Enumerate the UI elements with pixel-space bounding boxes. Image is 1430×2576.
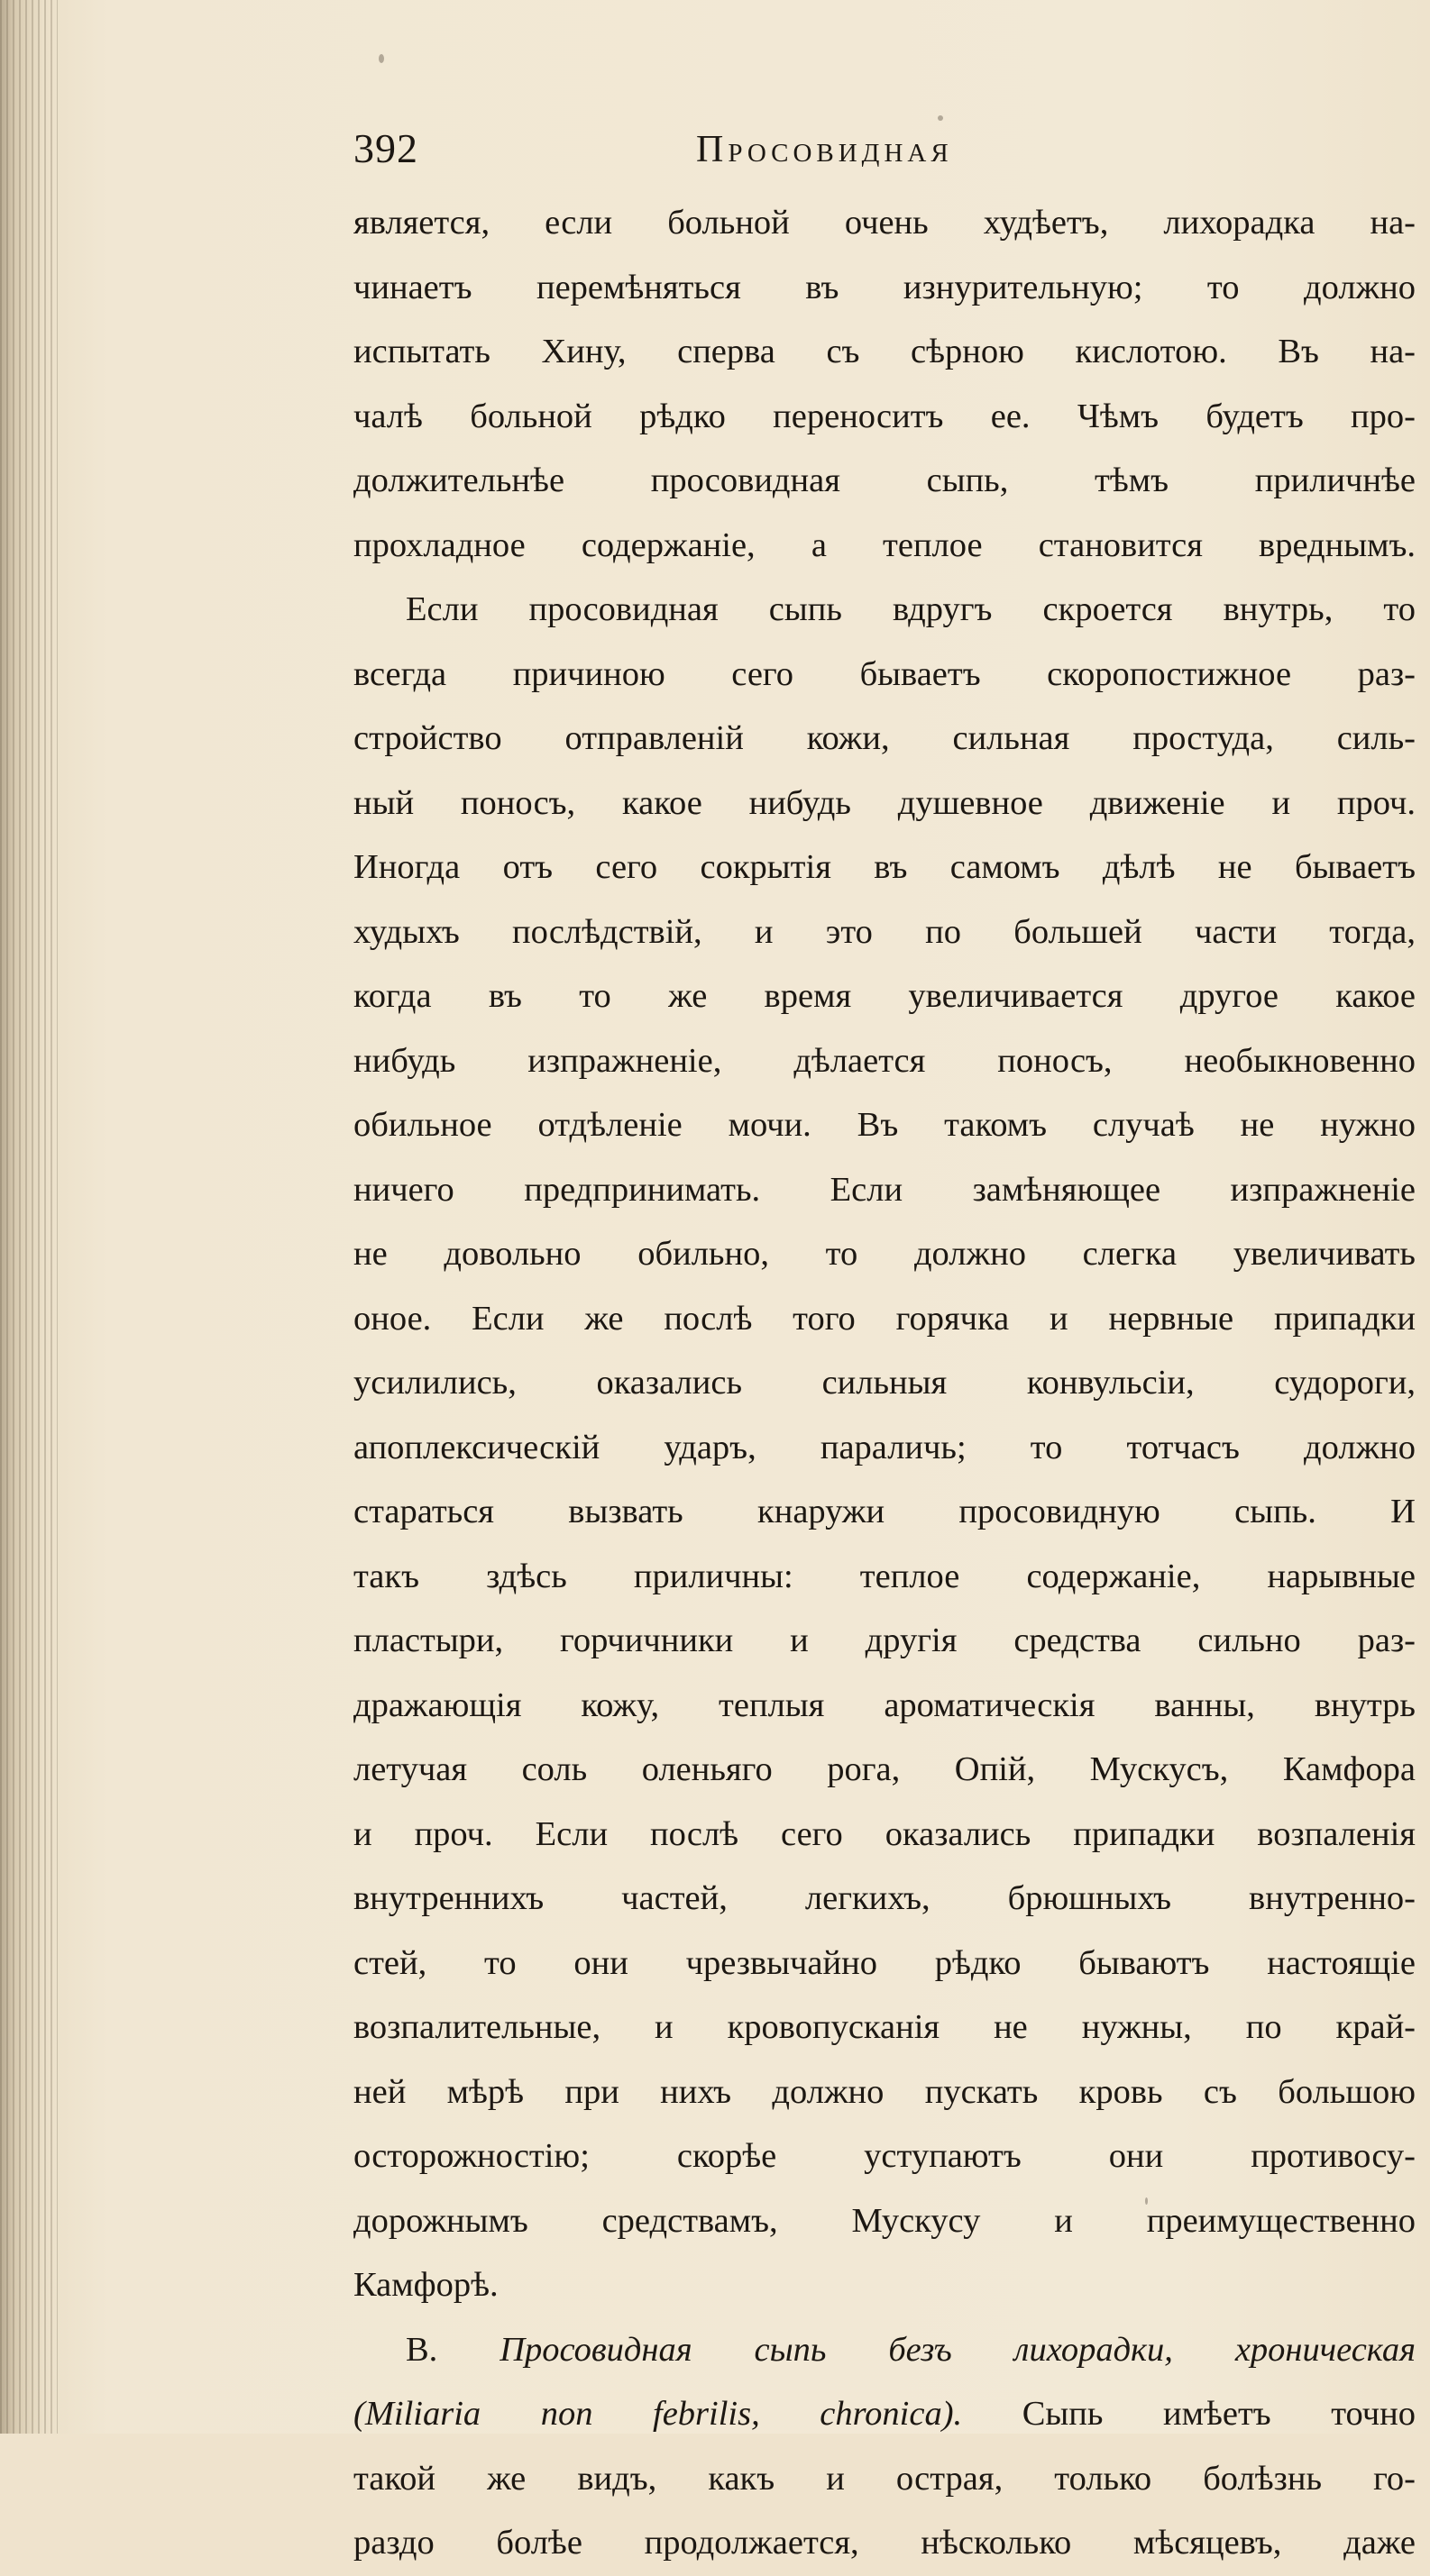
ink-speck bbox=[379, 54, 384, 63]
page-binding-edge bbox=[0, 0, 58, 2434]
text-line: такъ здѣсь приличны: теплое содержаніе, нарывные bbox=[353, 1557, 1416, 1595]
text-line: раздо болѣе продолжается, нѣсколько мѣсяцевъ, даже bbox=[353, 2524, 1416, 2562]
text-line: испытать Хину, сперва съ сѣрною кислотою. Въ на- bbox=[353, 333, 1416, 370]
text-line: дорожнымъ средствамъ, Мускусу и преимущественно bbox=[353, 2201, 1416, 2240]
text-line: усилились, оказались сильныя конвульсіи, судороги, bbox=[353, 1364, 1416, 1402]
text-line: внутреннихъ частей, легкихъ, брюшныхъ внутренно- bbox=[353, 1879, 1416, 1917]
text-line: не довольно обильно, то должно слегка увеличивать bbox=[353, 1235, 1416, 1273]
text-line: является, если больной очень худѣетъ, лихорадка на- bbox=[353, 204, 1416, 242]
text-line: такой же видъ, какъ и острая, только болѣзнь го- bbox=[353, 2459, 1416, 2498]
ink-speck bbox=[938, 115, 943, 121]
paragraph-end-line: Камфорѣ. bbox=[353, 2266, 499, 2304]
text-line: худыхъ послѣдствій, и это по большей части тогда, bbox=[353, 912, 1416, 951]
paragraph-start-line: Если просовидная сыпь вдругъ скроется внутрь, то bbox=[406, 590, 1416, 628]
text-line: апоплексическій ударъ, параличь; то тотчасъ должно bbox=[353, 1428, 1416, 1466]
section-b-latin-name: (Miliaria non febrilis, chronica). bbox=[353, 2395, 963, 2433]
running-title: Просовидная bbox=[696, 129, 953, 170]
text-line: когда въ то же время увеличивается другое какое bbox=[353, 977, 1416, 1015]
text-line: обильное отдѣленіе мочи. Въ такомъ случаѣ не нужно bbox=[353, 1106, 1416, 1144]
text-line: должительнѣе просовидная сыпь, тѣмъ приличнѣе bbox=[353, 461, 1416, 499]
text-line: ничего предпринимать. Если замѣняющее изпражненіе bbox=[353, 1170, 1416, 1209]
text-line: всегда причиною сего бываетъ скоропостижное раз- bbox=[353, 654, 1416, 693]
text-line: Иногда отъ сего сокрытія въ самомъ дѣлѣ не бываетъ bbox=[353, 848, 1416, 886]
text-line: чалѣ больной рѣдко переноситъ ее. Чѣмъ будетъ про- bbox=[353, 397, 1416, 435]
text-line: чинаетъ перемѣняться въ изнурительную; то должно bbox=[353, 268, 1416, 306]
text-line: возпалительные, и кровопусканія не нужны, по край- bbox=[353, 2008, 1416, 2046]
text-line: и проч. Если послѣ сего оказались припадки возпаленія bbox=[353, 1814, 1416, 1853]
text-line: ный поносъ, какое нибудь душевное движеніе и проч. bbox=[353, 783, 1416, 822]
text-line: стараться вызвать кнаружи просовидную сыпь. И bbox=[353, 1493, 1416, 1530]
section-b-label: В. bbox=[406, 2330, 438, 2369]
text-line: летучая соль оленьяго рога, Опій, Мускусъ, Камфора bbox=[353, 1750, 1416, 1788]
text-line: нибудь изпражненіе, дѣлается поносъ, необыкновенно bbox=[353, 1041, 1416, 1080]
text-line: пластыри, горчичники и другія средства сильно раз- bbox=[353, 1621, 1416, 1659]
page-number: 392 bbox=[353, 125, 418, 171]
section-b-italic-title: Просовидная сыпь безъ лихорадки, хроническая bbox=[500, 2330, 1416, 2369]
section-b-text: Сыпь имѣетъ точно bbox=[1022, 2395, 1416, 2433]
page-header bbox=[353, 124, 1430, 187]
text-line: прохладное содержаніе, а теплое становится вреднымъ. bbox=[353, 525, 1416, 564]
section-b-line bbox=[353, 2382, 1416, 2447]
text-line: стройство отправленій кожи, сильная простуда, силь- bbox=[353, 719, 1416, 757]
section-b-heading-line bbox=[353, 2318, 1416, 2383]
text-line: дражающія кожу, теплыя ароматическія ванны, внутрь bbox=[353, 1685, 1416, 1724]
text-line: оное. Если же послѣ того горячка и нервные припадки bbox=[353, 1299, 1416, 1338]
ink-speck bbox=[1145, 2197, 1148, 2205]
text-line: осторожностію; скорѣе уступаютъ они противосу- bbox=[353, 2137, 1416, 2175]
body-text bbox=[353, 191, 1416, 2576]
text-line: ней мѣрѣ при нихъ должно пускать кровь съ большою bbox=[353, 2072, 1416, 2111]
text-line: стей, то они чрезвычайно рѣдко бываютъ настоящіе bbox=[353, 1943, 1416, 1982]
